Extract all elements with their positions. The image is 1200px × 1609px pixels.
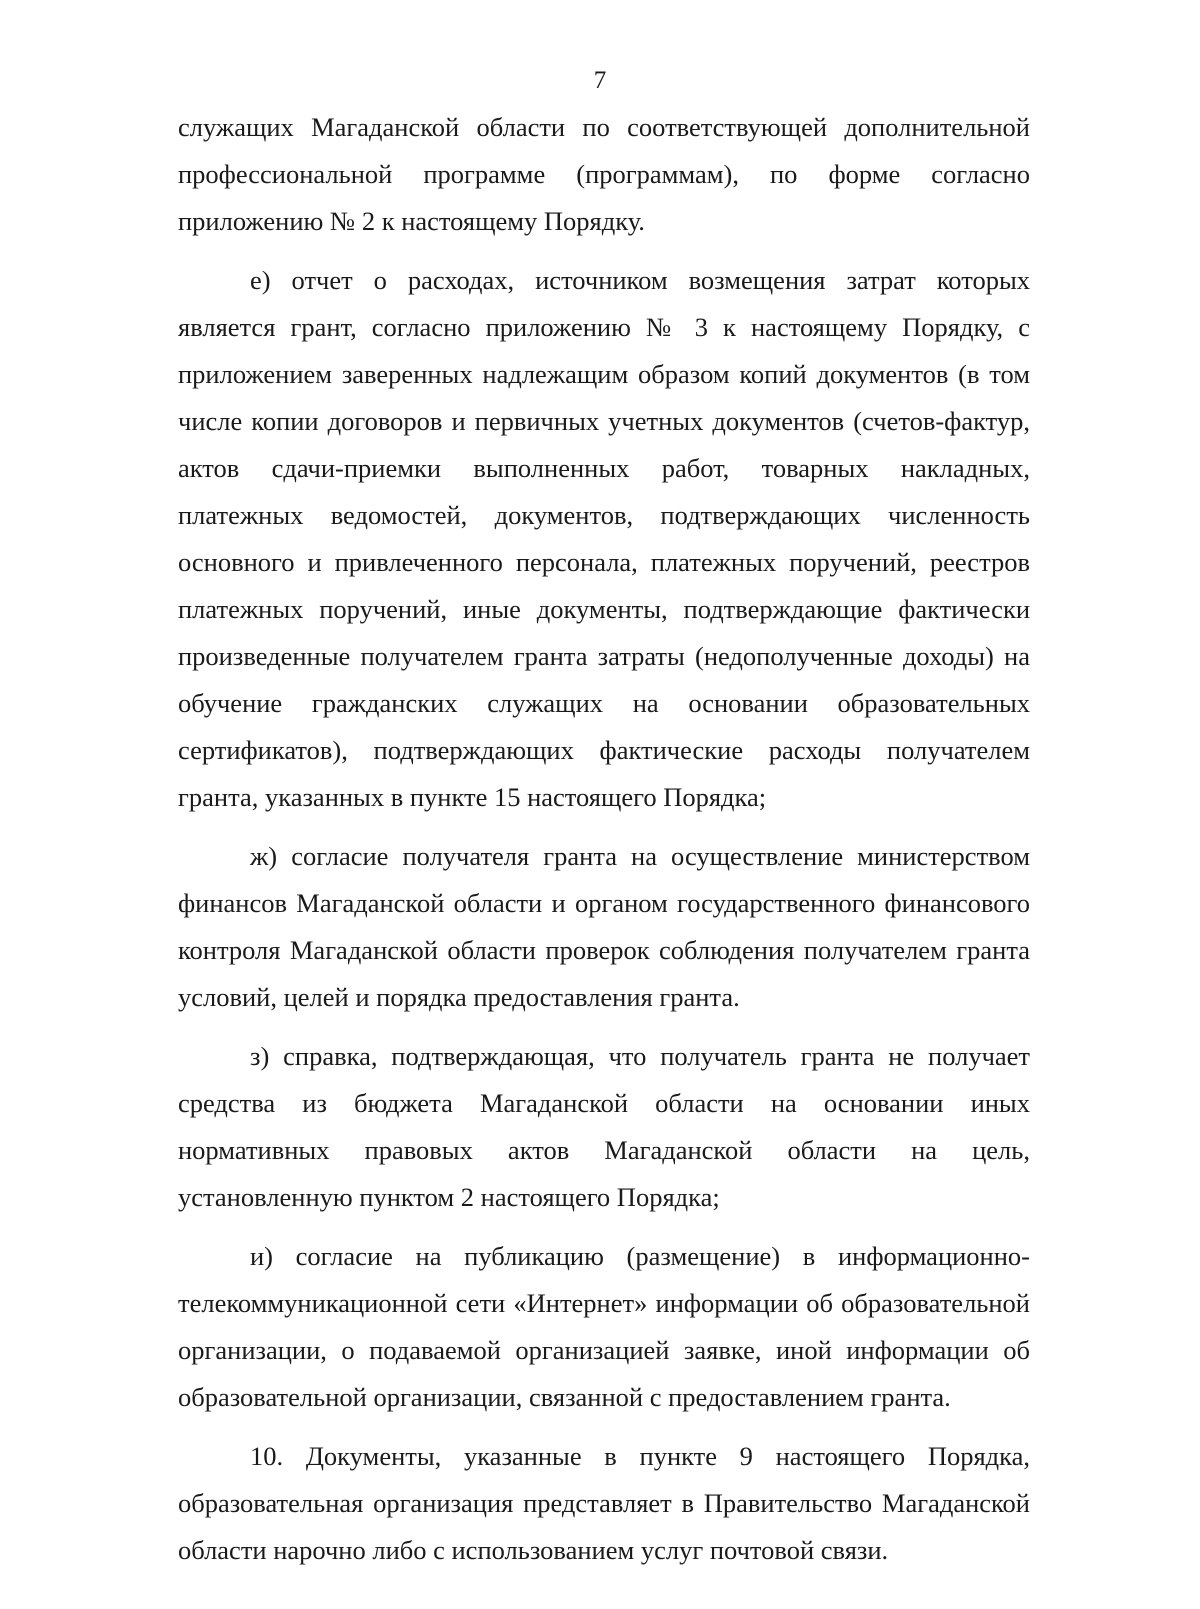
paragraph-item-e: е) отчет о расходах, источником возмещения затрат которых является грант, согласно приложению № 3 к настоящему Порядку, с приложением заверенных надлежащим образом копий документов (в том числе копии договоров и первичных учетных документов (счетов-фактур, актов сдачи-приемки выполненных работ, товарных накладных, платежных ведомостей, документов, подтверждающих численность основного и привлеченного персонала, платежных поручений, реестров платежных поручений, иные документы, подтверждающие фактически произведенные получателем гранта затраты (недополученные доходы) на обучение гражданских служащих на основании образовательных сертификатов), подтверждающих фактические расходы получателем гранта, указанных в пункте 15 настоящего Порядка; [178,265,1030,812]
document-body [178,104,1030,1574]
page-number: 7 [593,67,607,94]
paragraph-item-z: з) справка, подтверждающая, что получатель гранта не получает средства из бюджета Магаданской области на основании иных нормативных правовых актов Магаданской области на цель, установленную пунктом 2 настоящего Порядка; [178,1041,1030,1212]
paragraph-continuation: служащих Магаданской области по соответствующей дополнительной профессиональной программе (программам), по форме согласно приложению № 2 к настоящему Порядку. [178,112,1030,236]
paragraph-item-zh: ж) согласие получателя гранта на осуществление министерством финансов Магаданской области и органом государственного финансового контроля Магаданской области проверок соблюдения получателем гранта условий, целей и порядка предоставления гранта. [178,841,1030,1012]
paragraph-item-i: и) согласие на публикацию (размещение) в информационно-телекоммуникационной сети «Интернет» информации об образовательной организации, о подаваемой организацией заявке, иной информации об образовательной организации, связанной с предоставлением гранта. [178,1241,1030,1412]
paragraph-item-10: 10. Документы, указанные в пункте 9 настоящего Порядка, образовательная организация представляет в Правительство Магаданской области нарочно либо с использованием услуг почтовой связи. [178,1441,1030,1565]
